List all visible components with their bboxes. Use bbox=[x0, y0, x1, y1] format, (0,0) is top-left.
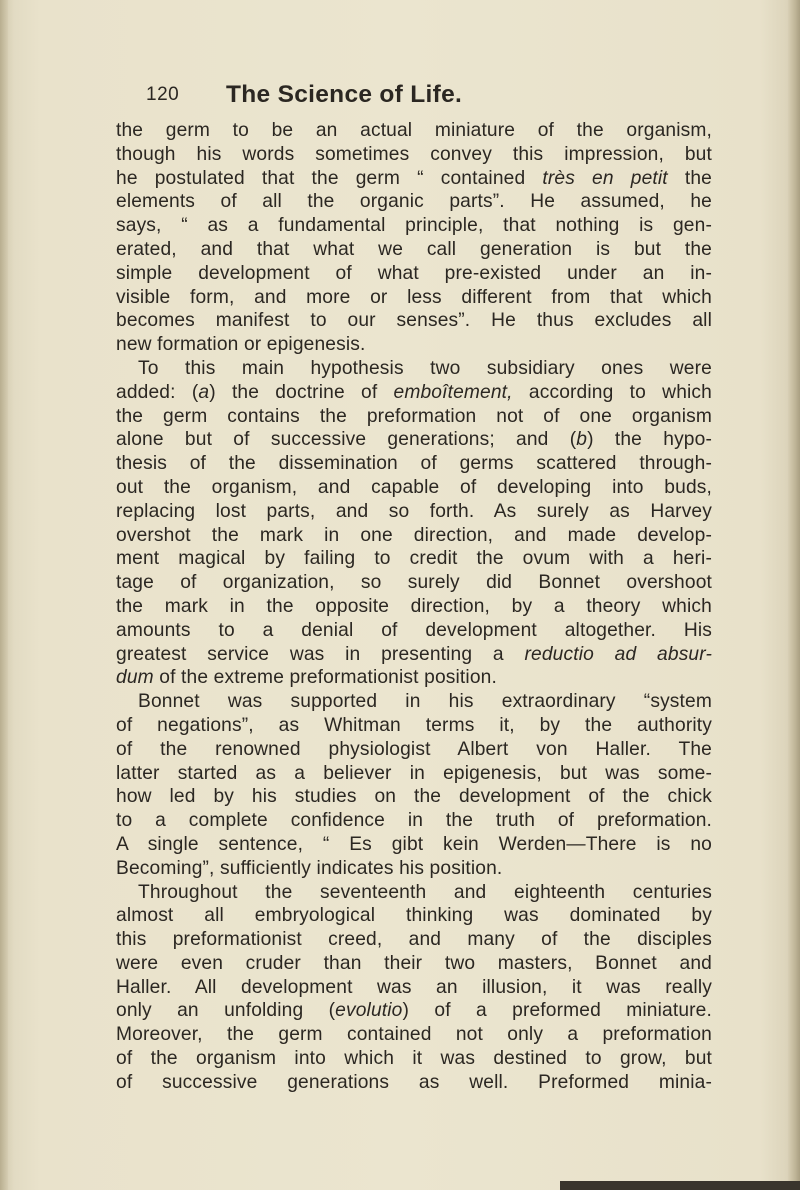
line-text: of negations”, as Whitman terms it, by the authority bbox=[116, 714, 712, 736]
line-text: though his words sometimes convey this impression, but bbox=[116, 143, 712, 165]
line-text: Bonnet was supported in his extraordinary “system bbox=[138, 691, 712, 713]
line-text: the bbox=[667, 167, 712, 189]
text-line bbox=[116, 309, 712, 333]
text-line bbox=[116, 500, 712, 524]
text-line bbox=[116, 286, 712, 310]
text-line bbox=[116, 785, 712, 809]
line-text: the mark in the opposite direction, by a theory which bbox=[116, 595, 712, 617]
italic-text: evolutio bbox=[335, 1000, 403, 1022]
text-line bbox=[116, 999, 712, 1023]
text-line bbox=[116, 476, 712, 500]
text-line bbox=[116, 405, 712, 429]
line-text: Haller. All development was an illusion, it was really bbox=[116, 976, 712, 998]
line-text: of the renowned physiologist Albert von Haller. The bbox=[116, 738, 712, 760]
text-line bbox=[116, 167, 712, 191]
text-line bbox=[116, 571, 712, 595]
text-line bbox=[116, 452, 712, 476]
line-text: amounts to a denial of development altogether. His bbox=[116, 619, 712, 641]
text-line bbox=[116, 333, 712, 357]
italic-text: dum bbox=[116, 667, 154, 689]
line-text: erated, and that what we call generation is but the bbox=[116, 238, 712, 260]
line-text: greatest service was in presenting a bbox=[116, 643, 525, 665]
line-text: ) the hypo- bbox=[587, 429, 712, 451]
line-text: almost all embryological thinking was dominated by bbox=[116, 905, 712, 927]
line-text: Becoming”, sufficiently indicates his position. bbox=[116, 857, 503, 879]
text-line bbox=[116, 1047, 712, 1071]
line-text: ) the doctrine of bbox=[209, 381, 394, 403]
text-line bbox=[116, 881, 712, 905]
line-text: Moreover, the germ contained not only a preformation bbox=[116, 1024, 712, 1046]
text-line bbox=[116, 547, 712, 571]
page-number: 120 bbox=[146, 84, 180, 105]
running-header bbox=[146, 80, 462, 110]
line-text: ) of a preformed miniature. bbox=[402, 1000, 712, 1022]
body-text bbox=[116, 119, 712, 1095]
text-line bbox=[116, 976, 712, 1000]
text-line bbox=[116, 643, 712, 667]
line-text: overshot the mark in one direction, and made develop- bbox=[116, 524, 712, 546]
running-title: The Science of Life. bbox=[226, 81, 463, 108]
line-text: of successive generations as well. Preformed minia- bbox=[116, 1071, 712, 1093]
italic-text: a bbox=[198, 381, 210, 403]
line-text: of the extreme preformationist position. bbox=[153, 667, 497, 689]
line-text: added: ( bbox=[116, 381, 199, 403]
text-line bbox=[116, 666, 712, 690]
line-text: he postulated that the germ “ contained bbox=[116, 167, 543, 189]
line-text: visible form, and more or less different from that which bbox=[116, 286, 712, 308]
line-text: latter started as a believer in epigenesis, but was some- bbox=[116, 762, 712, 784]
page-bottom-edge bbox=[560, 1181, 800, 1190]
text-line bbox=[116, 262, 712, 286]
text-line bbox=[116, 690, 712, 714]
line-text: tage of organization, so surely did Bonnet overshoot bbox=[116, 572, 712, 594]
line-text: new formation or epigenesis. bbox=[116, 334, 366, 356]
line-text: out the organism, and capable of developing into buds, bbox=[116, 476, 712, 498]
text-line bbox=[116, 381, 712, 405]
text-line bbox=[116, 904, 712, 928]
text-line bbox=[116, 524, 712, 548]
text-line bbox=[116, 833, 712, 857]
line-text: to a complete confidence in the truth of preformation. bbox=[116, 810, 712, 832]
line-text: Throughout the seventeenth and eighteenth centuries bbox=[138, 881, 712, 903]
line-text: were even cruder than their two masters, Bonnet and bbox=[116, 952, 712, 974]
text-line bbox=[116, 809, 712, 833]
line-text: A single sentence, “ Es gibt kein Werden—There is no bbox=[116, 833, 712, 855]
binding-shadow bbox=[0, 0, 8, 1190]
text-line bbox=[116, 1071, 712, 1095]
text-line bbox=[116, 952, 712, 976]
text-line bbox=[116, 190, 712, 214]
italic-text: reductio ad absur- bbox=[524, 643, 712, 665]
line-text: elements of all the organic parts”. He assumed, he bbox=[116, 191, 712, 213]
line-text: this preformationist creed, and many of the disciples bbox=[116, 929, 712, 951]
text-line bbox=[116, 238, 712, 262]
text-line bbox=[116, 119, 712, 143]
line-text: of the organism into which it was destined to grow, but bbox=[116, 1048, 712, 1070]
text-line bbox=[116, 857, 712, 881]
line-text: according to which bbox=[512, 381, 712, 403]
line-text: only an unfolding ( bbox=[116, 1000, 336, 1022]
text-line bbox=[116, 595, 712, 619]
line-text: becomes manifest to our senses”. He thus excludes all bbox=[116, 310, 712, 332]
line-text: thesis of the dissemination of germs scattered through- bbox=[116, 453, 712, 475]
line-text: alone but of successive generations; and ( bbox=[116, 429, 577, 451]
text-line bbox=[116, 714, 712, 738]
line-text: ment magical by failing to credit the ovum with a heri- bbox=[116, 548, 712, 570]
text-line bbox=[116, 214, 712, 238]
line-text: the germ to be an actual miniature of the organism, bbox=[116, 120, 712, 141]
text-line bbox=[116, 762, 712, 786]
text-line bbox=[116, 357, 712, 381]
line-text: the germ contains the preformation not of one organism bbox=[116, 405, 712, 427]
text-line bbox=[116, 1023, 712, 1047]
italic-text: b bbox=[576, 429, 588, 451]
line-text: replacing lost parts, and so forth. As surely as Harvey bbox=[116, 500, 712, 522]
text-line bbox=[116, 428, 712, 452]
italic-text: emboîtement, bbox=[393, 381, 513, 403]
italic-text: très en petit bbox=[542, 167, 668, 189]
line-text: simple development of what pre-existed under an in- bbox=[116, 262, 712, 284]
line-text: how led by his studies on the development of the chick bbox=[116, 786, 712, 808]
page-edge bbox=[788, 0, 800, 1190]
line-text: To this main hypothesis two subsidiary ones were bbox=[138, 357, 712, 379]
text-line bbox=[116, 738, 712, 762]
text-line bbox=[116, 619, 712, 643]
line-text: says, “ as a fundamental principle, that nothing is gen- bbox=[116, 215, 712, 237]
text-line bbox=[116, 143, 712, 167]
text-line bbox=[116, 928, 712, 952]
